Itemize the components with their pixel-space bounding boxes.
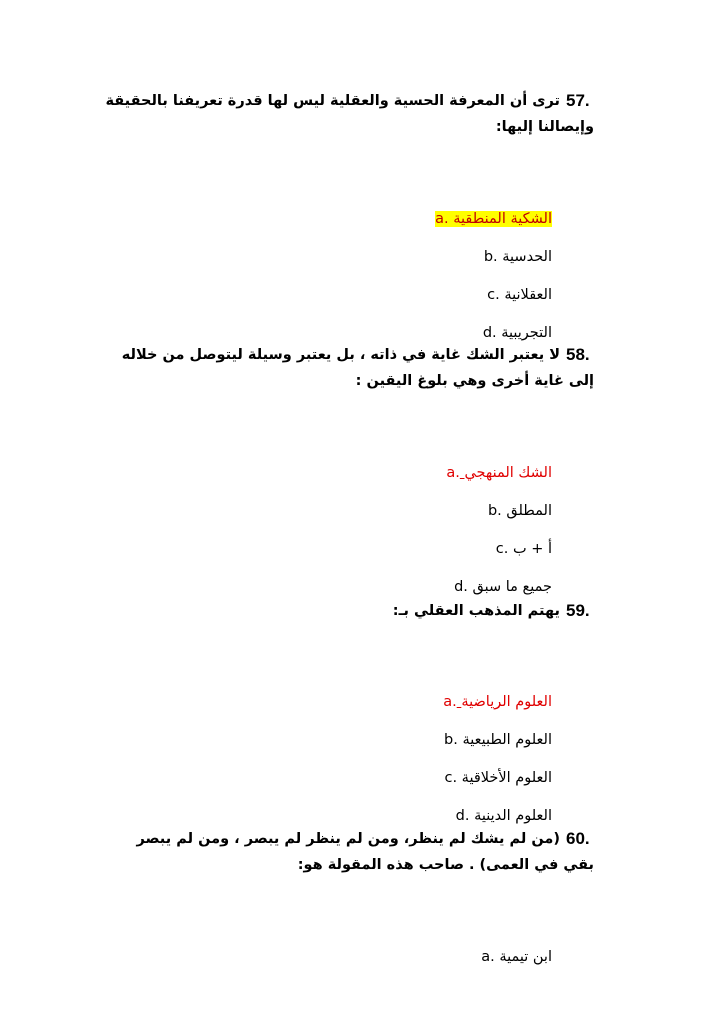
option-text: الشكية المنطقية (453, 211, 552, 227)
option-a (481, 946, 552, 968)
option-letter: b. (483, 249, 498, 265)
question-58 (0, 342, 724, 595)
option-text: التجريبية (501, 325, 552, 341)
option-text: ابن تيمية (499, 949, 552, 965)
option-letter: a. (443, 694, 457, 710)
option-text: أ + ب (512, 541, 552, 557)
option-letter: a. (435, 211, 449, 227)
highlighted-answer (443, 694, 552, 710)
option-text: العلوم الأخلاقية (461, 770, 552, 786)
option-a (435, 208, 552, 230)
question-number: 59. (566, 601, 590, 620)
option-text: العقلانية (504, 287, 552, 303)
option-d (456, 805, 552, 827)
option-d (454, 576, 552, 598)
option-letter: c. (487, 287, 500, 303)
option-c (444, 767, 552, 789)
option-b (444, 729, 552, 751)
option-text: العلوم الطبيعية (462, 732, 552, 748)
option-text: الحدسية (502, 249, 552, 265)
question-57 (0, 88, 724, 341)
option-c (496, 538, 552, 560)
option-c (487, 284, 552, 306)
option-text: المطلق (506, 503, 552, 519)
option-letter: b. (444, 732, 458, 748)
option-b (488, 500, 552, 522)
option-letter: d. (455, 808, 470, 824)
question-59 (0, 598, 724, 824)
question-text: يهتم المذهب العقلي بـ: (392, 603, 560, 619)
option-b (484, 246, 552, 268)
highlighted-answer (446, 465, 552, 481)
option-letter: d. (482, 325, 497, 341)
option-text: جميع ما سبق (472, 579, 552, 595)
question-number: 60. (566, 829, 590, 848)
option-text: العلوم الدينية (474, 808, 552, 824)
option-a (443, 691, 552, 713)
question-text: لا يعتبر الشك غاية في ذاته ، بل يعتبر وسيلة ليتوصل من خلاله إلى غاية أخرى وهي بلوغ اليقين : (121, 347, 594, 389)
option-letter: a. (481, 949, 495, 965)
option-letter: c. (444, 770, 458, 786)
question-text: ترى أن المعرفة الحسية والعقلية ليس لها قدرة تعريفنا بالحقيقة وإيصالنا إليها: (105, 93, 594, 135)
option-text: الشك المنهجي (464, 465, 552, 481)
option-letter: b. (487, 503, 502, 519)
option-letter: a. (446, 465, 460, 481)
question-60 (0, 826, 724, 965)
option-text: العلوم الرياضية (461, 694, 552, 710)
question-text: (من لم يشك لم ينظر، ومن لم ينظر لم يبصر ، ومن لم يبصر بقي في العمى) . صاحب هذه المقولة هو: (136, 831, 594, 873)
question-number: 57. (566, 91, 590, 110)
question-number: 58. (566, 345, 590, 364)
option-d (483, 322, 552, 344)
highlighted-answer (435, 211, 552, 227)
option-letter: d. (454, 579, 468, 595)
option-letter: c. (495, 541, 509, 557)
option-a (446, 462, 552, 484)
